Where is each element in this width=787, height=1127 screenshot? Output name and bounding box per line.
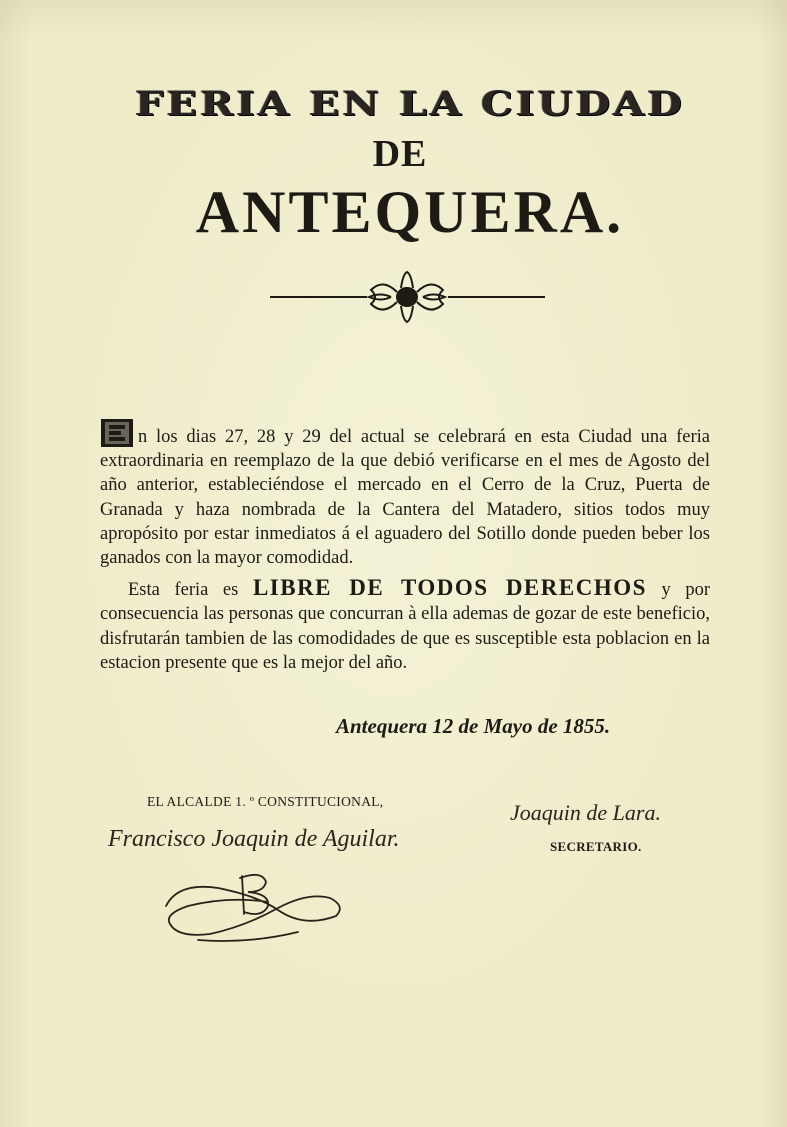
paragraph-1-text: n los dias 27, 28 y 29 del actual se celebrará en esta Ciudad una feria extraordinaria en reemplazo de la que debió verificarse en el mes de Agosto del año anterior, estableciéndose el mercado en el Cerro de la Cruz, Puerta de Granada y haza nombrada de la Cantera del Matadero, sitios todos muy apropósito por estar inmediatos á el aguadero del Sotillo donde pueden beber los ganados con la mayor comodidad.	[100, 427, 710, 569]
paragraph-2-start: Esta feria es	[128, 580, 239, 601]
secretario-name: Joaquin de Lara.	[510, 800, 661, 825]
paragraph-1	[100, 418, 710, 570]
paragraph-2-text: y por consecuencia las personas que concurran à ella ademas de gozar de este beneficio, disfrutarán tambien de las comodidades de que es susceptible esta poblacion en la estacion presente que es la mejor del año.	[100, 580, 711, 673]
handwritten-signature	[158, 862, 348, 946]
date-line: Antequera 12 de Mayo de 1855.	[336, 714, 611, 738]
title-line-1: FERIA EN LA CIUDAD	[135, 83, 685, 124]
drop-cap-e-icon	[100, 418, 134, 448]
paragraph-2	[100, 576, 710, 675]
alcalde-title: EL ALCALDE 1. º CONSTITUCIONAL,	[147, 794, 384, 809]
alcalde-name: Francisco Joaquin de Aguilar.	[108, 826, 400, 852]
ornament-divider	[265, 270, 550, 324]
paragraph-2-emphasis: LIBRE DE TODOS DERECHOS	[252, 575, 647, 601]
title-line-2: DE	[372, 133, 428, 175]
title-line-3: ANTEQUERA.	[195, 179, 625, 245]
announcement-text	[100, 418, 710, 675]
secretario-title: SECRETARIO.	[550, 839, 642, 854]
